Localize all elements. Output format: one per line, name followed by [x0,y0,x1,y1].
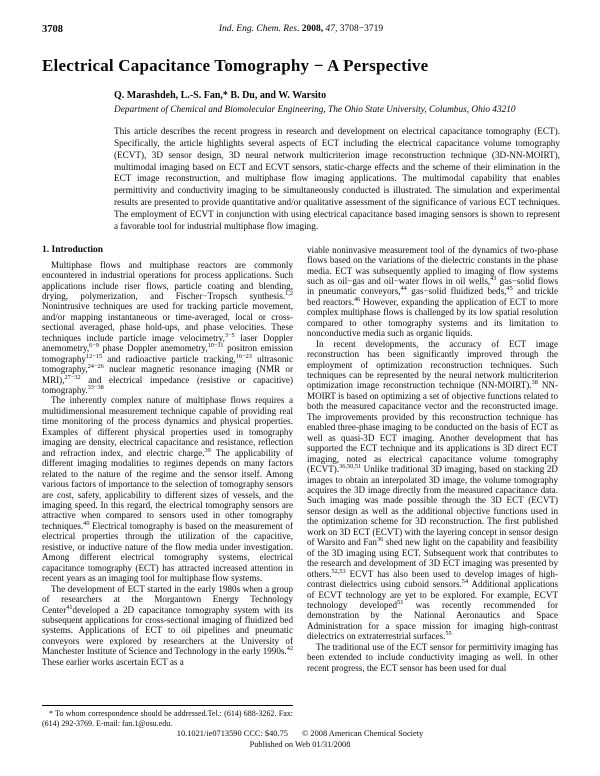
page-footer [0,729,600,750]
body-paragraph: The inherently complex nature of multiphase flows requires a multidimensional measurement technique capable of providing real time monitoring of the process dynamics and physical properties. Examples of different physical properties used in tomography imaging are density, electrical capacitance and resistance, reflection and refraction index, and electric charge.$^{39}$ The applicability of different imaging modalities to regimes depends on many factors related to the nature of the regime and the sensor itself. Among various factors of importance to the selection of tomography sensors are cost, safety, applicability to different sizes of vessels, and the imaging speed. In this regard, the electrical tomography sensors are attractive when compared to sensors used in other tomography techniques.$^{40}$ Electrical tomography is based on the measurement of electrical properties through the utilization of the capacitive, resistive, or inductive nature of the flow media under investigation. Among different electrical tomography systems, electrical capacitance tomography (ECT) has attracted increased attention in recent years as an imaging tool for multiphase flow systems. [42,395,293,584]
body-paragraph: In recent developments, the accuracy of ECT image reconstruction has been significantly improved through the employment of optimization reconstruction techniques. Such techniques can be represented by the neural network multicriterion optimization image reconstruction technique (NN-MOIRT).$^{38}$ NN-MOIRT is based on optimizing a set of objective functions related to both the measured capacitance vector and the reconstructed image. The improvements provided by this reconstruction technique has enabled three-phase imaging to be conducted on the basis of ECT as well as quasi-3D ECT imaging. Another development that has supported the ECT technique and its applications is 3D direct ECT imaging, noted as electrical capacitance volume tomography (ECVT).$^{36,50,51}$ Unlike traditional 3D imaging, based on stacking 2D images to obtain an interpolated 3D image, the volume tomography acquires the 3D image directly from the measured capacitance data. Such imaging was made possible through the 3D ECT (ECVT) sensor design as well as the additional objective functions used in the optimization scheme for 3D reconstruction. The first published work on 3D ECT (ECVT) with the layering concept in sensor design of Warsito and Fan$^{36}$ shed new light on the capability and feasibility of the 3D imaging using ECT. Subsequent work that contributes to the research and development of 3D ECT imaging was presented by others.$^{52,53}$ ECVT has also been used to develop images of high-contrast dielectrics using cuboid sensors.$^{54}$ Additional applications of ECVT technology are yet to be explored. For example, ECVT technology developed$^{51}$ was recently recommended for demonstration by the National Aeronautics and Space Administration for a space mission for imaging high-contrast dielectrics on extraterrestrial surfaces.$^{55}$ [307,338,558,642]
doi-line: 10.1021/ie0713590 CCC: $40.75 [176,729,288,738]
journal-name: Ind. Eng. Chem. Res. [218,24,300,34]
body-paragraph: viable noninvasive measurement tool of the dynamics of two-phase flows based on the variations of the dielectric constants in the phase media. ECT was subsequently applied to imaging of flow systems such as oil−gas and oil−water flows in oil wells,$^{43}$ gas−solid flows in pneumatic conveyors,$^{44}$ gas−solid fluidized beds,$^{45}$ and trickle bed reactors.$^{46}$ However, expanding the application of ECT to more complex multiphase flows is challenged by its low spatial resolution compared to other tomography systems and its limitation to nonconductive media such as organic liquids. [307,244,558,339]
page-number: 3708 [42,24,63,35]
body-paragraph: The development of ECT started in the early 1980s when a group of researchers at the Morgantown Energy Technology Center$^{41}$developed a 2D capacitance tomography system with its subsequent applications for cross-sectional imaging of fluidized bed systems. Applications of ECT to oil pipelines and pneumatic conveyors were explored by researchers at the University of Manchester Institute of Science and Technology in the early 1990s.$^{42}$ These earlier works ascertain ECT as a [42,583,293,667]
published-date: Published on Web 01/31/2008 [249,739,351,749]
abstract-paragraph: This article describes the recent progress in research and development on electrical capacitance tomography (ECT). Specifically, the article highlights several aspects of ECT including the electrical capacitance volume tomography (ECVT), 3D sensor design, 3D neural network multicriterion image reconstruction technique (3D-NN-MOIRT), multimodal imaging based on ECT and ECVT sensors, static-charge effects and the scheme of their elimination in the ECT image reconstruction, and multiphase flow imaging applications. The multimodal capability that enables permittivity and conductivity imaging to be simultaneously conducted is illustrated. The simulation and experimental results are presented to provide quantitative and/or qualitative assessment of the significance of various ECT techniques. The employment of ECVT in conjunction with using electrical capacitance based imaging sensors is shown to represent a favorable tool for industrial multiphase flow imaging. [114,126,560,231]
page-content [42,0,560,729]
doi-copyright-line [0,729,600,740]
affiliation: Department of Chemical and Biomolecular Engineering, The Ohio State University, Columbus, Ohio 43210 [114,105,516,115]
copyright-notice: © 2008 American Chemical Society [301,729,424,738]
journal-year: 2008, [301,24,324,34]
section-heading-introduction: 1. Introduction [42,244,104,255]
left-column [42,245,293,729]
journal-citation [219,24,383,34]
correspondence-footnote: * To whom correspondence should be addressed.Tel.: (614) 688-3262. Fax: (614) 292-3769. E-mail: fan.1@osu.edu. [42,705,293,729]
body-paragraph: Multiphase flows and multiphase reactors are commonly encountered in industrial operations for process applications. Such applications include riser flows, particle coating and blending, drying, polymerization, and Fischer−Tropsch synthesis.$^{1,2}$ Nonintrusive techniques are used for tracking particle movement, and/or mapping instantaneous or time-averaged, local or cross-sectional averaged, phase hold-ups, and phase velocities. These techniques include particle image velocimetry,$^{3-5}$ laser Doppler anemometry,$^{6-9}$ phase Doppler anemometry,$^{10-11}$ positron emission tomography$^{12-15}$ and radioactive particle tracking,$^{16-23}$ ultrasonic tomography,$^{24-26}$ nuclear magnetic resonance imaging (NMR or MRI),$^{27-32}$ and electrical impedance (resistive or capacitive) tomography.$^{33-38}$ [42,259,293,396]
column-spacer [42,667,293,702]
page-header [42,24,560,35]
journal-pages: 3708−3719 [339,24,384,34]
article-title: Electrical Capacitance Tomography − A Perspective [42,56,429,75]
author-list: Q. Marashdeh, L.-S. Fan,* B. Du, and W. Warsito [114,90,327,101]
right-column [307,245,558,729]
body-paragraph: The traditional use of the ECT sensor for permittivity imaging has been extended to include conductivity imaging as well. In other recent progress, the ECT sensor has been used for dual [307,641,558,673]
journal-volume: 47, [325,24,338,34]
two-column-body [42,245,560,729]
